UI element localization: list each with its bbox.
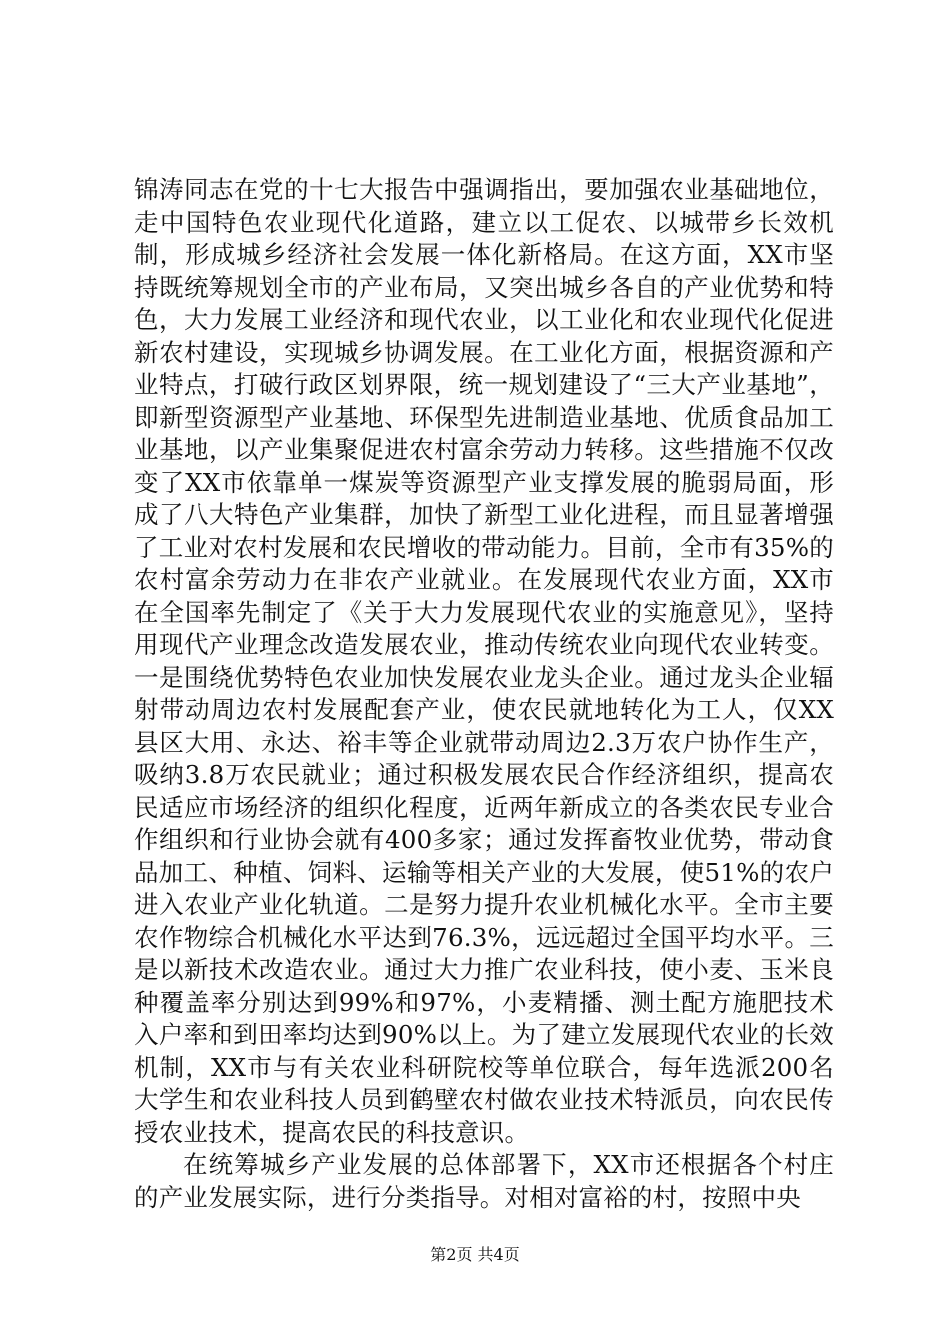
paragraph-1: 锦涛同志在党的十七大报告中强调指出，要加强农业基础地位，走中国特色农业现代化道路，建立以工促农、以城带乡长效机制，形成城乡经济社会发展一体化新格局。在这方面，XX市坚持既统筹规划全市的产业布局，又突出城乡各自的产业优势和特色，大力发展工业经济和现代农业，以工业化和农业现代化促进新农村建设，实现城乡协调发展。在工业化方面，根据资源和产业特点，打破行政区划界限，统一规划建设了“三大产业基地”，即新型资源型产业基地、环保型先进制造业基地、优质食品加工业基地，以产业集聚促进农村富余劳动力转移。这些措施不仅改变了XX市依靠单一煤炭等资源型产业支撑发展的脆弱局面，形成了八大特色产业集群，加快了新型工业化进程，而且显著增强了工业对农村发展和农民增收的带动能力。目前，全市有35%的农村富余劳动力在非农产业就业。在发展现代农业方面，XX市在全国率先制定了《关于大力发展现代农业的实施意见》，坚持用现代产业理念改造发展农业，推动传统农业向现代农业转变。一是围绕优势特色农业加快发展农业龙头企业。通过龙头企业辐射带动周边农村发展配套产业，使农民就地转化为工人，仅XX县区大用、永达、裕丰等企业就带动周边2.3万农户协作生产，吸纳3.8万农民就业；通过积极发展农民合作经济组织，提高农民适应市场经济的组织化程度，近两年新成立的各类农民专业合作组织和行业协会就有400多家；通过发挥畜牧业优势，带动食品加工、种植、饲料、运输等相关产业的大发展，使51%的农户进入农业产业化轨道。二是努力提升农业机械化水平。全市主要农作物综合机械化水平达到76.3%，远远超过全国平均水平。三是以新技术改造农业。通过大力推广农业科技，使小麦、玉米良种覆盖率分别达到99%和97%，小麦精播、测土配方施肥技术入户率和到田率均达到90%以上。为了建立发展现代农业的长效机制，XX市与有关农业科研院校等单位联合，每年选派200名大学生和农业科技人员到鹤壁农村做农业技术特派员，向农民传授农业技术，提高农民的科技意识。	[134, 175, 834, 1147]
page-number: 第2页 共4页	[430, 1245, 520, 1264]
paragraph-2: 在统筹城乡产业发展的总体部署下，XX市还根据各个村庄的产业发展实际，进行分类指导。对相对富裕的村，按照中央	[134, 1150, 834, 1212]
page-footer	[0, 1245, 950, 1265]
body-text	[134, 174, 834, 1214]
